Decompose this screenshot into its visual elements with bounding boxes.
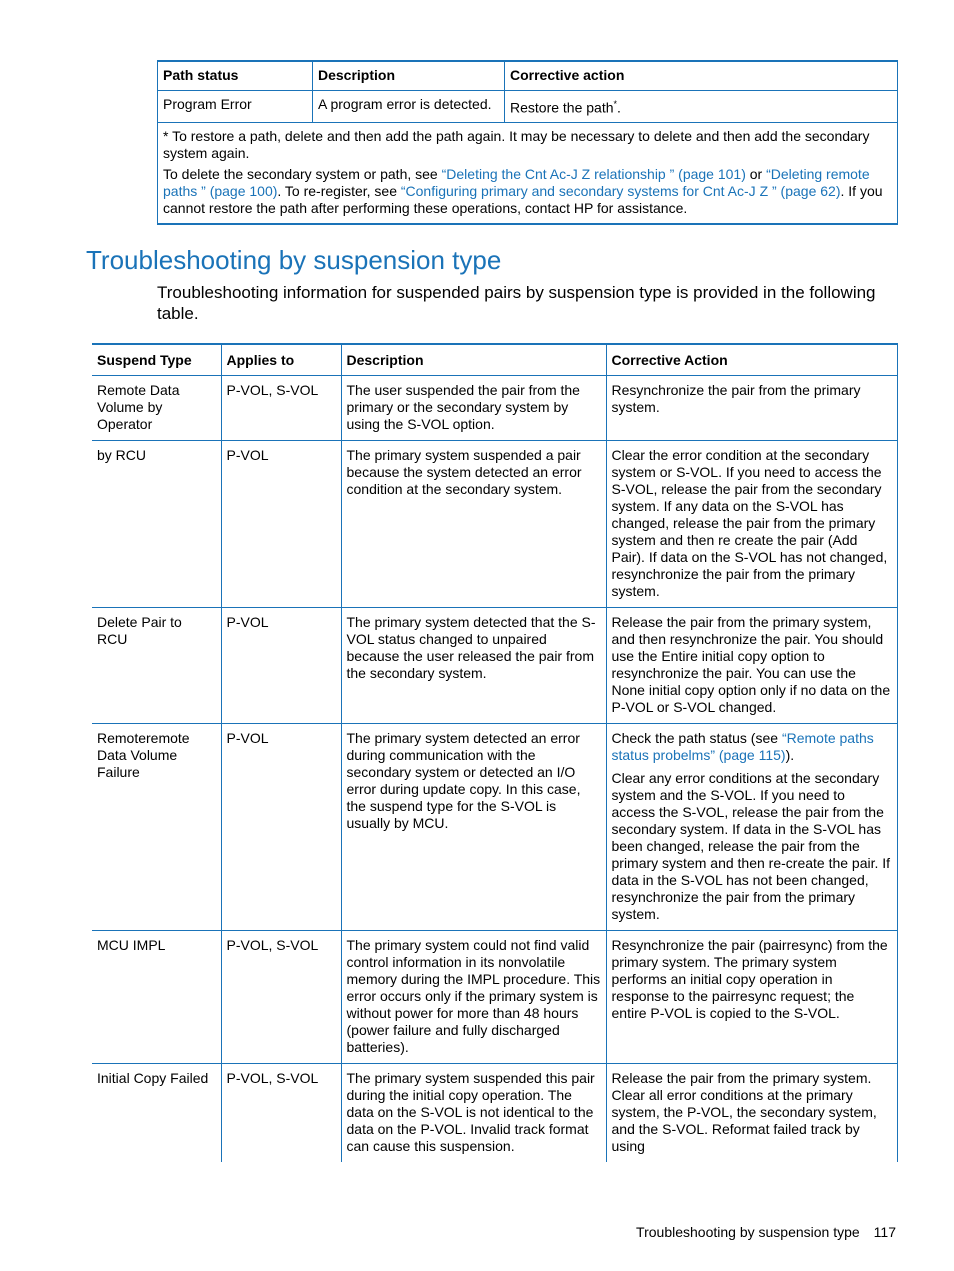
cell-suspend-type: MCU IMPL <box>92 931 221 1064</box>
link-remote-paths-status[interactable]: “Remote paths status probelms” (page 115) <box>611 730 874 763</box>
cell-description: The primary system suspended a pair because the system detected an error condition at the secondary system. <box>341 441 606 608</box>
cell-description: The primary system detected an error during communication with the secondary system or detected an I/O error during update copy. In this case, the suspend type for the S-VOL is usually by MCU. <box>341 724 606 931</box>
note-text: . To re-register, see <box>277 182 401 199</box>
page-footer <box>622 1223 896 1241</box>
table-note <box>158 122 898 224</box>
cell-corrective-action: Clear the error condition at the secondary system or S-VOL. If you need to access the S-VOL, release the pair from the secondary system. If any data on the S-VOL has changed, release the pair from the primary system and then re create the pair (Add Pair). If data on the S-VOL has not changed, resynchronize the pair from the primary system. <box>606 441 897 608</box>
table-header-row <box>158 61 898 91</box>
action-end: . <box>617 99 621 116</box>
table-header-row <box>92 344 897 376</box>
cell-applies-to: P-VOL, S-VOL <box>221 1064 341 1163</box>
table-row <box>92 724 897 931</box>
cell-description: The primary system suspended this pair during the initial copy operation. The data on the S-VOL is not identical to the data on the P-VOL. Invalid track format can cause this suspension. <box>341 1064 606 1163</box>
table-row <box>158 91 898 123</box>
note-text: . If you cannot restore the path after performing these operations, contact HP for assistance. <box>163 182 883 216</box>
cell-applies-to: P-VOL, S-VOL <box>221 931 341 1064</box>
column-header: Path status <box>158 61 313 91</box>
section-title: Troubleshooting by suspension type <box>86 245 502 275</box>
link-deleting-relationship[interactable]: “Deleting the Cnt Ac-J Z relationship ” (page 101) <box>441 165 746 182</box>
table-row <box>92 376 897 441</box>
cell-applies-to: P-VOL <box>221 724 341 931</box>
column-header: Description <box>313 61 505 91</box>
section-intro: Troubleshooting information for suspended pairs by suspension type is provided in the following table. <box>157 283 876 323</box>
cell-suspend-type: by RCU <box>92 441 221 608</box>
table-row <box>92 1064 897 1163</box>
page-number: 117 <box>873 1224 896 1240</box>
cell-suspend-type: Remote Data Volume by Operator <box>92 376 221 441</box>
table-row <box>92 441 897 608</box>
table-note-row <box>158 122 898 224</box>
cell-description: The primary system could not find valid control information in its nonvolatile memory during the IMPL procedure. This error occurs only if the primary system is without power for more than 48 hours (power failure and fully discharged batteries). <box>341 931 606 1064</box>
link-deleting-remote-paths[interactable]: “Deleting remote paths ” (page 100) <box>163 165 870 199</box>
action-paragraph <box>612 730 892 764</box>
note-paragraph: * To restore a path, delete and then add the path again. It may be necessary to delete and then add the secondary system again. <box>163 127 870 161</box>
cell-corrective-action <box>505 91 898 123</box>
action-text: ). <box>785 747 795 763</box>
column-header: Suspend Type <box>92 344 221 376</box>
cell-corrective-action: Resynchronize the pair from the primary system. <box>606 376 897 441</box>
cell-applies-to: P-VOL, S-VOL <box>221 376 341 441</box>
note-text: or <box>745 165 767 182</box>
cell-suspend-type: Initial Copy Failed <box>97 1070 209 1086</box>
action-paragraph: Clear any error conditions at the secondary system and the S-VOL. If you need to access the S-VOL, release the pair from the secondary system. If data in the S-VOL has been changed, release the pair from the primary system and then re-create the pair. If data in the S-VOL has not been changed, resynchronize the pair from the primary system. <box>611 770 891 922</box>
cell-suspend-type: Remoteremote Data Volume Failure <box>92 724 221 931</box>
cell-corrective-action: Resynchronize the pair (pairresync) from the primary system. The primary system performs an initial copy operation in response to the pairresync request; the entire P-VOL is copied to the S-VOL. <box>606 931 897 1064</box>
footnote-mark: * <box>613 99 618 109</box>
action-text: Restore the path <box>510 99 614 116</box>
note-text: To delete the secondary system or path, see <box>163 165 442 182</box>
path-status-table <box>157 60 898 225</box>
note-paragraph <box>163 166 892 217</box>
cell-description: A program error is detected. <box>313 91 505 123</box>
cell-description: The primary system detected that the S-VOL status changed to unpaired because the user released the pair from the secondary system. <box>341 608 606 724</box>
cell-applies-to: P-VOL <box>221 608 341 724</box>
cell-applies-to: P-VOL <box>221 441 341 608</box>
cell-corrective-action: Release the pair from the primary system, and then resynchronize the pair. You should use the Entire initial copy option to resynchronize the pair. You can use the None initial copy option only if no data on the P-VOL or S-VOL changed. <box>606 608 897 724</box>
column-header: Corrective action <box>505 61 898 91</box>
cell-corrective-action: Release the pair from the primary system. Clear all error conditions at the primary system, the P-VOL, the secondary system, and the S-VOL. Reformat failed track by using <box>606 1064 897 1163</box>
table-row <box>92 931 897 1064</box>
action-text: Check the path status (see <box>611 730 782 746</box>
suspend-type-table <box>92 343 898 1162</box>
column-header: Applies to <box>221 344 341 376</box>
footer-section-label: Troubleshooting by suspension type <box>636 1224 860 1240</box>
table-row <box>92 608 897 724</box>
column-header: Description <box>341 344 606 376</box>
cell-path-status: Program Error <box>158 91 313 123</box>
column-header: Corrective Action <box>606 344 897 376</box>
link-configuring-systems[interactable]: “Configuring primary and secondary systems for Cnt Ac-J Z ” (page 62) <box>400 182 841 199</box>
cell-description: The user suspended the pair from the primary or the secondary system by using the S-VOL option. <box>341 376 606 441</box>
cell-suspend-type: Delete Pair to RCU <box>92 608 221 724</box>
cell-corrective-action <box>606 724 897 931</box>
